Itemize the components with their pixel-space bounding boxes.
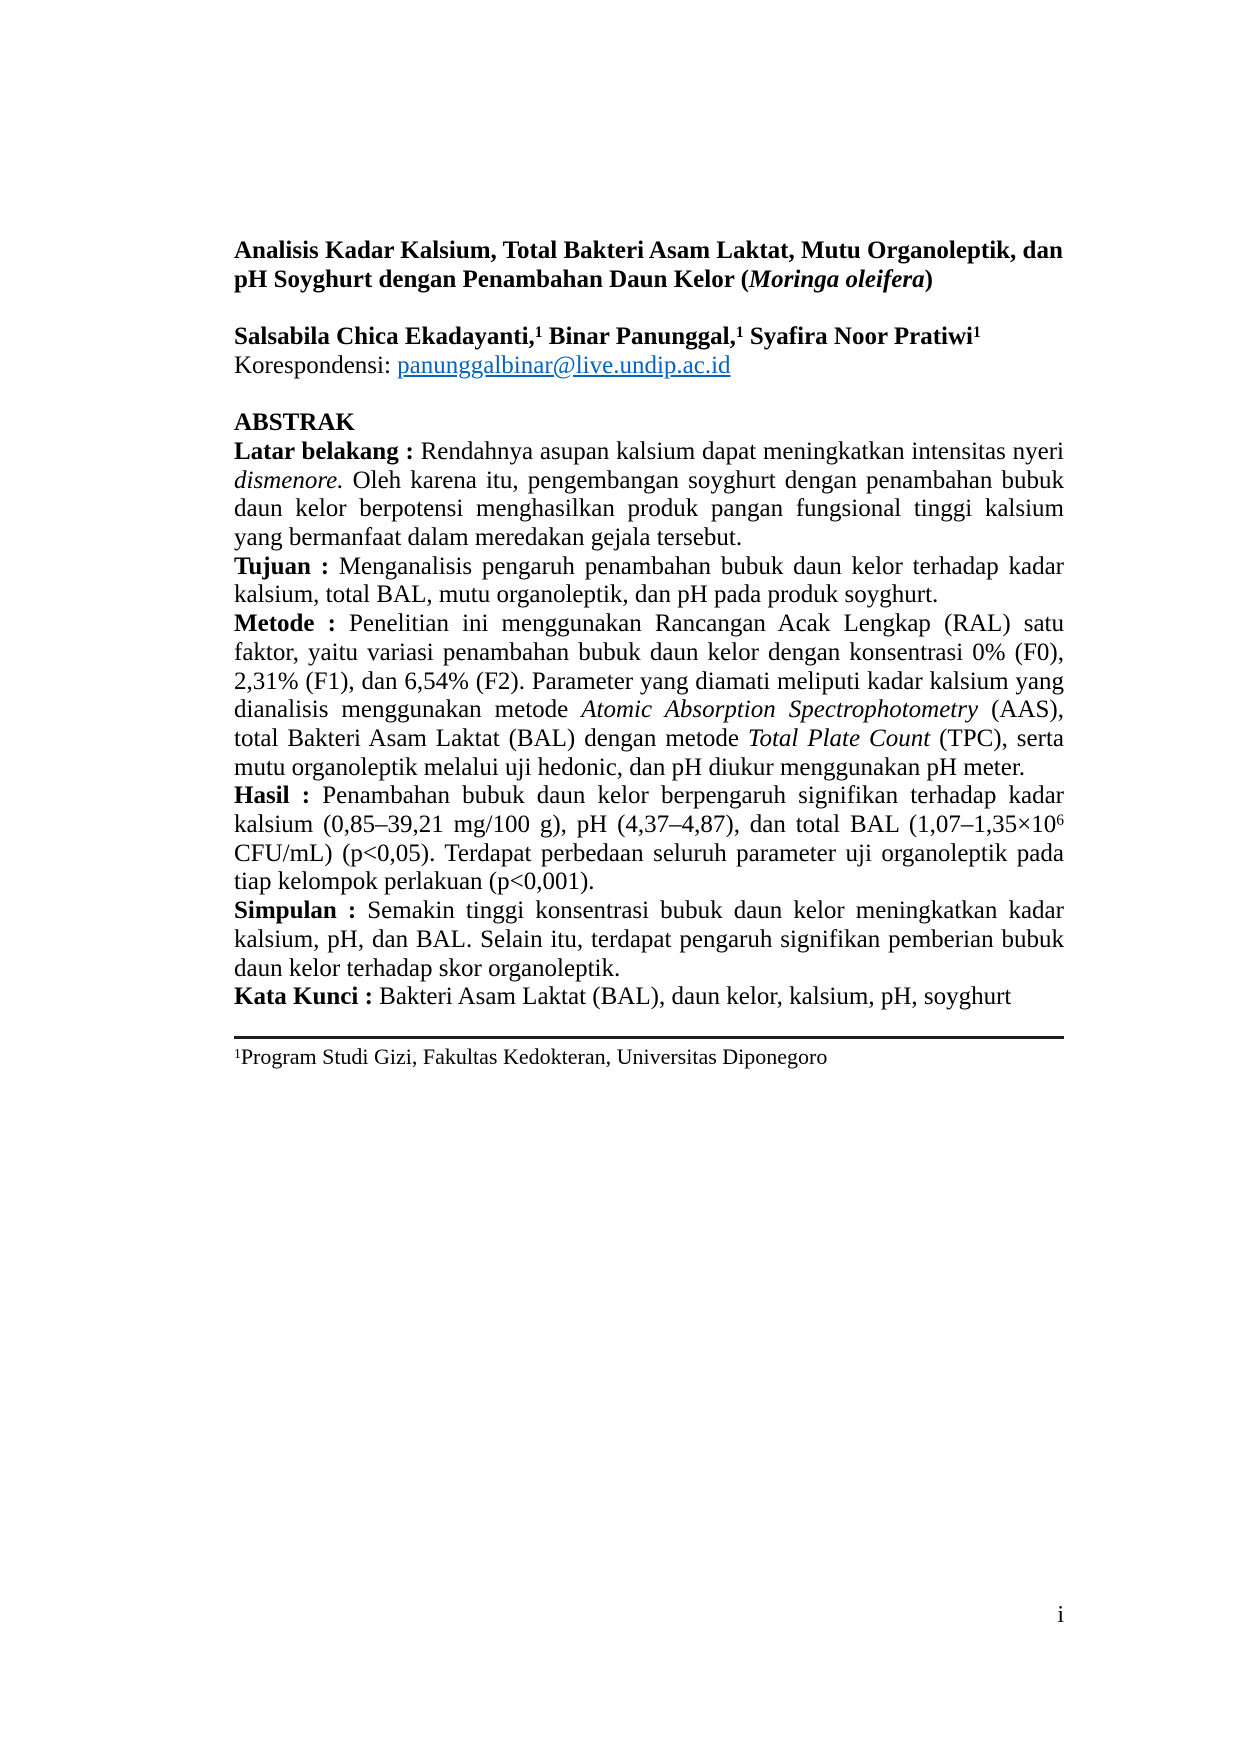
text-run: Simpulan : [234, 897, 368, 925]
superscript-marker: 1 [234, 1045, 241, 1061]
abstract-paragraph-metode [234, 610, 1064, 782]
abstract-paragraph-kata-kunci [234, 983, 1064, 1012]
text-run: Hasil : [234, 782, 323, 810]
text-run: Salsabila Chica Ekadayanti, [234, 323, 535, 351]
text-run: Analisis Kadar Kalsium, Total Bakteri Asam Laktat, Mutu Organoleptik, dan pH Soyghurt dengan Penambahan Daun Kelor ( [234, 237, 1063, 293]
text-run: Korespondensi: [234, 351, 398, 379]
text-run: Semakin tinggi konsentrasi bubuk daun kelor meningkatkan kadar kalsium, pH, dan BAL. Selain itu, terdapat pengaruh signifikan pemberian bubuk daun kelor terhadap skor organoleptik. [234, 897, 1064, 982]
text-run: ) [924, 265, 933, 293]
correspondence-email-link[interactable]: panunggalbinar@live.undip.ac.id [397, 351, 731, 379]
text-run: CFU/mL) (p<0,05). Terdapat perbedaan seluruh parameter uji organoleptik pada tiap kelompok perlakuan (p<0,001). [234, 839, 1064, 896]
text-run: (TPC), serta mutu organoleptik melalui uji hedonic, dan pH diukur menggunakan pH meter. [234, 724, 1064, 781]
text-run: Program Studi Gizi, Fakultas Kedokteran, Universitas Diponegoro [240, 1044, 828, 1069]
abstract-heading: ABSTRAK [234, 409, 355, 437]
document-title [234, 237, 1064, 294]
abstract-paragraph-simpulan [234, 897, 1064, 983]
correspondence-line [234, 352, 1064, 381]
text-run: Penelitian ini menggunakan Rancangan Acak Lengkap (RAL) satu faktor, yaitu variasi penambahan bubuk daun kelor dengan konsentrasi 0% (F0), 2,31% (F1), dan 6,54% (F2). Parameter yang diamati meliputi kadar kalsium yang dianalisis menggunakan metode [234, 610, 1064, 724]
text-run: dismenore. [234, 466, 353, 494]
superscript-marker: 1 [973, 324, 981, 342]
text-run: Atomic Absorption Spectrophotometry [581, 696, 979, 724]
superscript-marker: 1 [534, 324, 543, 342]
text-run: Syafira Noor Pratiwi [743, 323, 973, 351]
text-run: Moringa oleifera [748, 265, 925, 293]
abstract-text-block [234, 237, 1064, 1012]
text-run: (AAS), total Bakteri Asam Laktat (BAL) dengan metode [234, 696, 1064, 752]
text-run: Binar Panunggal, [542, 323, 736, 351]
abstract-paragraph-tujuan [234, 553, 1064, 610]
text-run: Metode : [234, 610, 350, 638]
text-run: Penambahan bubuk daun kelor berpengaruh signifikan terhadap kadar kalsium (0,85–39,21 mg/100 g), pH (4,37–4,87), dan total BAL (1,07–1,35×10 [234, 782, 1064, 839]
text-run: Oleh karena itu, pengembangan soyghurt dengan penambahan bubuk daun kelor berpotensi menghasilkan produk pangan fungsional tinggi kalsium yang bermanfaat dalam meredakan gejala tersebut. [234, 466, 1064, 551]
authors-line [234, 323, 1064, 352]
abstract-paragraph-hasil [234, 782, 1064, 897]
abstract-paragraphs [234, 438, 1064, 1012]
text-run: Latar belakang : [234, 437, 421, 465]
text-run: Bakteri Asam Laktat (BAL), daun kelor, kalsium, pH, soyghurt [379, 983, 1012, 1011]
footnote-affiliation [234, 1043, 1064, 1070]
superscript-marker: 1 [735, 324, 744, 342]
footnote-block [234, 1036, 1064, 1070]
text-run: Tujuan : [234, 552, 339, 580]
text-run: Rendahnya asupan kalsium dapat meningkatkan intensitas nyeri [420, 437, 1064, 465]
page-number: i [1057, 1602, 1064, 1628]
superscript-marker: 6 [1056, 812, 1064, 830]
text-run: Menganalisis pengaruh penambahan bubuk daun kelor terhadap kadar kalsium, total BAL, mutu organoleptik, dan pH pada produk soyghurt. [234, 552, 1064, 609]
text-run: Kata Kunci : [234, 983, 380, 1011]
text-run: Total Plate Count [747, 724, 931, 752]
abstract-paragraph-latar-belakang [234, 438, 1064, 553]
